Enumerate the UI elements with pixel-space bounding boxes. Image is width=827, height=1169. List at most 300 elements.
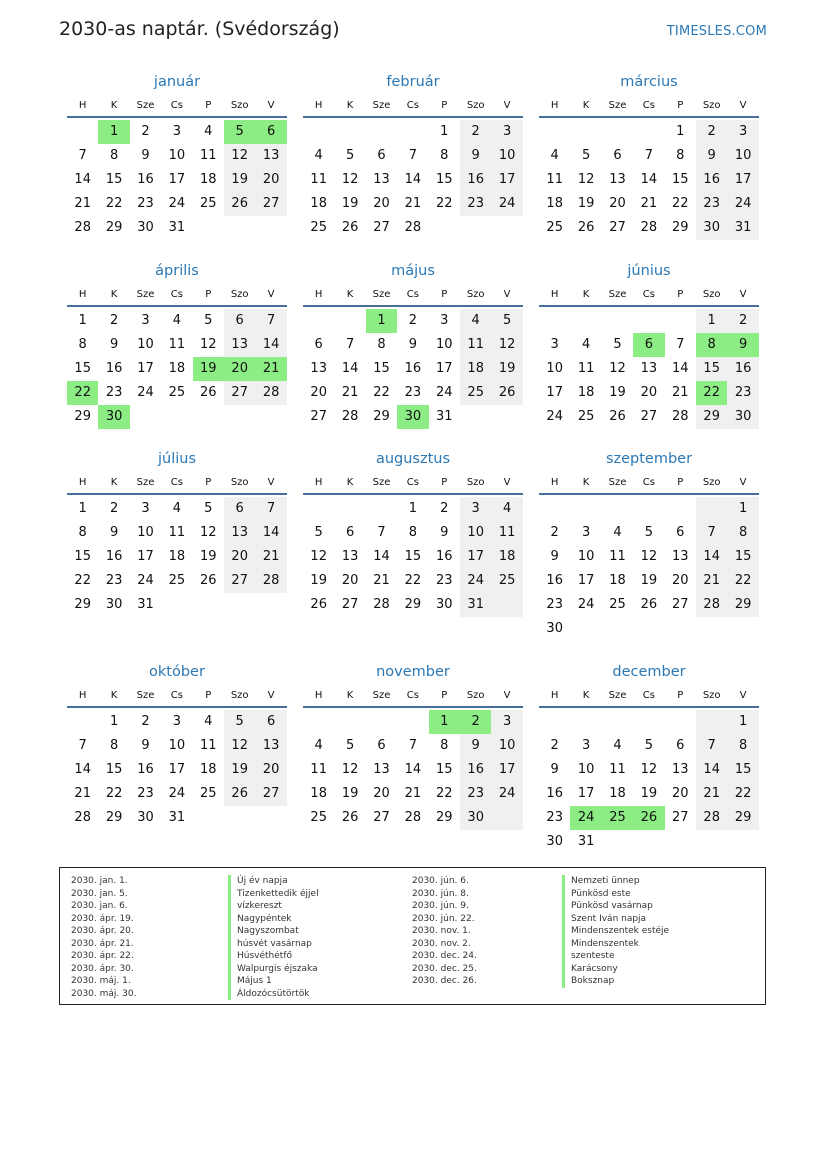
day-cell: 12 <box>341 762 359 777</box>
day-cell: 24 <box>168 196 186 211</box>
day-cell: 26 <box>341 810 359 825</box>
day-cell: 21 <box>672 385 689 400</box>
day-cell: 12 <box>609 361 626 376</box>
day-cell: 23 <box>404 385 422 400</box>
day-cell: 26 <box>200 573 217 588</box>
day-cell: 5 <box>204 501 213 516</box>
day-cell: 1 <box>707 313 716 328</box>
day-cell: 10 <box>546 361 563 376</box>
day-cell: 9 <box>109 337 119 352</box>
day-cell: 5 <box>581 148 591 163</box>
weekday-label: H <box>314 690 323 701</box>
weekday-label: Cs <box>642 690 655 701</box>
day-cell: 3 <box>172 714 182 729</box>
day-cell: 1 <box>109 714 119 729</box>
day-cell: 23 <box>734 385 752 400</box>
weekday-label: K <box>582 690 590 701</box>
day-cell: 22 <box>105 196 123 211</box>
day-cell: 4 <box>613 738 622 753</box>
weekday-label: Cs <box>170 100 183 111</box>
day-cell: 24 <box>498 786 516 801</box>
holiday-name: szenteste <box>562 950 669 963</box>
day-cell: 23 <box>546 810 563 825</box>
holiday-day-cell: 1 <box>98 120 129 144</box>
day-cell: 6 <box>235 501 244 516</box>
weekday-label: H <box>314 289 323 300</box>
day-cell: 23 <box>137 786 154 801</box>
day-cell: 4 <box>172 313 182 328</box>
day-cell: 15 <box>404 549 422 564</box>
day-cell: 5 <box>235 714 244 729</box>
day-cell: 13 <box>640 361 658 376</box>
day-cell: 20 <box>373 786 390 801</box>
holiday-day-cell: 6 <box>255 120 286 144</box>
day-cell: 17 <box>137 549 154 564</box>
day-cell: 14 <box>262 337 280 352</box>
day-cell: 22 <box>373 385 390 400</box>
day-cell: 18 <box>467 361 484 376</box>
day-cell: 30 <box>734 409 752 424</box>
day-cell: 26 <box>310 597 327 612</box>
day-cell: 21 <box>404 786 422 801</box>
day-cell: 7 <box>676 337 685 352</box>
day-cell: 28 <box>703 597 720 612</box>
day-cell: 18 <box>609 786 626 801</box>
day-cell: 9 <box>141 738 150 753</box>
holiday-day-cell: 30 <box>397 405 428 429</box>
holiday-name: Walpurgis éjszaka <box>228 963 319 976</box>
day-cell: 25 <box>168 385 186 400</box>
day-cell: 20 <box>672 786 689 801</box>
day-cell: 29 <box>703 409 720 424</box>
holiday-date: 2030. jan. 1. <box>71 876 128 886</box>
day-cell: 16 <box>467 762 484 777</box>
holiday-date: 2030. jan. 6. <box>71 901 128 911</box>
day-cell: 29 <box>734 597 752 612</box>
month-name: június <box>627 263 671 279</box>
holiday-dates-col-2 <box>412 875 477 988</box>
holiday-name: Új év napja <box>228 875 319 888</box>
day-cell: 2 <box>440 501 449 516</box>
day-cell: 18 <box>546 196 563 211</box>
day-cell: 6 <box>345 525 355 540</box>
weekday-label: Szo <box>230 690 249 701</box>
day-cell: 19 <box>640 573 658 588</box>
month-name: augusztus <box>375 451 451 467</box>
day-cell: 8 <box>109 148 119 163</box>
day-cell: 16 <box>105 549 123 564</box>
day-cell: 19 <box>640 786 658 801</box>
day-cell: 4 <box>314 148 323 163</box>
day-cell: 21 <box>703 786 720 801</box>
day-cell: 13 <box>672 549 689 564</box>
day-cell: 5 <box>345 738 355 753</box>
day-cell: 27 <box>231 385 248 400</box>
day-cell: 15 <box>373 361 390 376</box>
day-cell: 17 <box>467 549 484 564</box>
day-cell: 10 <box>436 337 453 352</box>
day-cell: 25 <box>577 409 595 424</box>
day-cell: 9 <box>408 337 418 352</box>
day-cell: 31 <box>168 220 186 235</box>
day-cell: 25 <box>467 385 484 400</box>
weekday-label: K <box>346 289 354 300</box>
day-cell: 9 <box>440 525 449 540</box>
weekday-label: H <box>78 289 87 300</box>
month-divider <box>67 493 287 495</box>
day-cell: 26 <box>341 220 359 235</box>
weekday-label: Sze <box>372 477 391 488</box>
month-name: július <box>157 451 197 467</box>
day-cell: 25 <box>168 573 186 588</box>
day-cell: 14 <box>672 361 689 376</box>
holiday-date: 2030. nov. 1. <box>412 926 471 936</box>
day-cell: 8 <box>738 525 748 540</box>
brand-link[interactable]: TIMESLES.COM <box>666 24 767 39</box>
day-cell: 29 <box>436 810 453 825</box>
weekday-label: Cs <box>406 100 419 111</box>
day-cell: 20 <box>262 172 280 187</box>
day-cell: 28 <box>262 573 280 588</box>
holiday-date: 2030. jún. 6. <box>412 876 469 886</box>
weekday-label: P <box>677 100 684 111</box>
holiday-day-cell: 30 <box>98 405 129 429</box>
weekday-label: K <box>582 289 590 300</box>
day-cell: 10 <box>577 549 595 564</box>
holiday-date: 2030. jún. 8. <box>412 888 469 899</box>
weekday-label: K <box>110 100 118 111</box>
day-cell: 11 <box>310 172 327 187</box>
day-cell: 11 <box>200 148 217 163</box>
holiday-name: Mindenszentek estéje <box>562 925 669 938</box>
weekday-label: V <box>739 477 747 488</box>
day-cell: 12 <box>200 525 217 540</box>
day-cell: 20 <box>262 762 280 777</box>
day-cell: 23 <box>467 786 484 801</box>
weekday-label: Szo <box>702 289 721 300</box>
day-cell: 17 <box>734 172 752 187</box>
day-cell: 18 <box>200 172 217 187</box>
day-cell: 2 <box>408 313 418 328</box>
day-cell: 8 <box>78 525 87 540</box>
day-cell: 17 <box>498 762 516 777</box>
holiday-date: 2030. ápr. 30. <box>71 963 134 974</box>
day-cell: 27 <box>231 573 248 588</box>
weekday-label: V <box>267 477 275 488</box>
weekday-label: Sze <box>136 690 155 701</box>
day-cell: 3 <box>502 714 512 729</box>
holiday-name: húsvét vasárnap <box>228 938 319 951</box>
holiday-day-cell: 24 <box>570 806 601 830</box>
weekday-label: V <box>739 690 747 701</box>
holiday-date: 2030. máj. 1. <box>71 976 131 986</box>
holiday-name: Húsvéthétfő <box>228 950 319 963</box>
day-cell: 26 <box>231 786 248 801</box>
day-cell: 21 <box>341 385 359 400</box>
page-title: 2030-as naptár. (Svédország) <box>59 18 340 40</box>
day-cell: 25 <box>498 573 516 588</box>
day-cell: 27 <box>640 409 658 424</box>
day-cell: 31 <box>436 409 453 424</box>
day-cell: 9 <box>707 148 716 163</box>
day-cell: 1 <box>78 313 87 328</box>
day-cell: 30 <box>105 597 123 612</box>
weekday-label: Szo <box>702 100 721 111</box>
day-cell: 11 <box>609 762 626 777</box>
day-cell: 28 <box>373 597 390 612</box>
weekday-label: Szo <box>230 289 249 300</box>
day-cell: 18 <box>168 361 186 376</box>
day-cell: 2 <box>550 738 559 753</box>
day-cell: 8 <box>676 148 685 163</box>
day-cell: 4 <box>204 714 213 729</box>
day-cell: 24 <box>467 573 484 588</box>
day-cell: 29 <box>672 220 689 235</box>
day-cell: 26 <box>231 196 248 211</box>
weekday-label: K <box>582 100 590 111</box>
weekday-label: Cs <box>170 477 183 488</box>
day-cell: 23 <box>436 573 453 588</box>
day-cell: 4 <box>314 738 323 753</box>
day-cell: 1 <box>440 124 449 139</box>
day-cell: 22 <box>734 573 752 588</box>
day-cell: 14 <box>74 762 91 777</box>
weekday-label: H <box>550 477 559 488</box>
day-cell: 4 <box>502 501 512 516</box>
day-cell: 23 <box>467 196 484 211</box>
day-cell: 7 <box>78 738 87 753</box>
weekday-label: Sze <box>136 289 155 300</box>
day-cell: 3 <box>550 337 559 352</box>
day-cell: 17 <box>168 762 186 777</box>
day-cell: 25 <box>200 786 217 801</box>
day-cell: 7 <box>266 313 276 328</box>
holiday-date: 2030. dec. 24. <box>412 951 477 961</box>
day-cell: 31 <box>137 597 154 612</box>
day-cell: 3 <box>440 313 449 328</box>
month-name: december <box>612 664 686 680</box>
month-name: november <box>376 664 450 680</box>
day-cell: 8 <box>440 148 449 163</box>
day-cell: 7 <box>408 148 418 163</box>
day-cell: 9 <box>471 738 480 753</box>
day-cell: 7 <box>345 337 355 352</box>
holiday-date: 2030. jún. 9. <box>412 901 469 911</box>
day-cell: 28 <box>640 220 658 235</box>
day-cell: 5 <box>644 525 654 540</box>
weekday-label: V <box>503 100 511 111</box>
weekday-label: H <box>314 100 323 111</box>
day-cell: 11 <box>609 549 626 564</box>
day-cell: 27 <box>672 810 689 825</box>
month-divider <box>539 706 759 708</box>
day-cell: 6 <box>377 148 386 163</box>
day-cell: 12 <box>577 172 595 187</box>
day-cell: 5 <box>613 337 622 352</box>
weekday-label: H <box>550 690 559 701</box>
day-cell: 24 <box>734 196 752 211</box>
day-cell: 22 <box>734 786 752 801</box>
day-cell: 30 <box>703 220 720 235</box>
day-cell: 24 <box>168 786 186 801</box>
day-cell: 14 <box>703 549 720 564</box>
day-cell: 28 <box>404 810 422 825</box>
day-cell: 15 <box>105 762 123 777</box>
weekday-label: H <box>550 100 559 111</box>
day-cell: 23 <box>105 573 123 588</box>
weekday-label: Sze <box>608 289 627 300</box>
day-cell: 19 <box>341 196 359 211</box>
day-cell: 15 <box>105 172 123 187</box>
weekday-label: K <box>346 477 354 488</box>
weekday-label: V <box>503 289 511 300</box>
weekday-label: V <box>739 289 747 300</box>
day-cell: 16 <box>137 172 154 187</box>
weekday-label: P <box>441 690 448 701</box>
day-cell: 29 <box>74 409 91 424</box>
month-divider <box>303 305 523 307</box>
holiday-date: 2030. jan. 5. <box>71 888 128 899</box>
day-cell: 19 <box>200 549 217 564</box>
day-cell: 8 <box>738 738 748 753</box>
day-cell: 13 <box>310 361 327 376</box>
day-cell: 29 <box>105 810 123 825</box>
weekday-label: P <box>677 289 684 300</box>
holiday-day-cell: 21 <box>255 357 286 381</box>
day-cell: 16 <box>467 172 484 187</box>
month-divider <box>303 493 523 495</box>
month-divider <box>67 305 287 307</box>
weekday-label: V <box>503 690 511 701</box>
day-cell: 29 <box>105 220 123 235</box>
day-cell: 1 <box>78 501 87 516</box>
day-cell: 12 <box>231 738 248 753</box>
weekday-label: P <box>677 690 684 701</box>
day-cell: 31 <box>734 220 752 235</box>
day-cell: 10 <box>734 148 752 163</box>
month-name: május <box>391 263 435 279</box>
day-cell: 24 <box>137 573 154 588</box>
weekday-label: Cs <box>642 100 655 111</box>
day-cell: 14 <box>74 172 91 187</box>
day-cell: 3 <box>141 313 150 328</box>
day-cell: 16 <box>703 172 720 187</box>
day-cell: 5 <box>644 738 654 753</box>
day-cell: 11 <box>498 525 516 540</box>
day-cell: 17 <box>546 385 563 400</box>
holiday-name: Május 1 <box>228 975 319 988</box>
day-cell: 16 <box>137 762 154 777</box>
day-cell: 11 <box>168 525 186 540</box>
day-cell: 17 <box>498 172 516 187</box>
day-cell: 2 <box>109 313 119 328</box>
day-cell: 16 <box>546 786 563 801</box>
day-cell: 15 <box>672 172 689 187</box>
weekday-label: V <box>267 100 275 111</box>
day-cell: 2 <box>707 124 716 139</box>
holiday-name: Áldozócsütörtök <box>228 988 319 1001</box>
day-cell: 9 <box>550 762 559 777</box>
day-cell: 3 <box>581 738 591 753</box>
day-cell: 13 <box>262 148 280 163</box>
day-cell: 12 <box>310 549 327 564</box>
day-cell: 12 <box>231 148 248 163</box>
holiday-date: 2030. ápr. 19. <box>71 913 134 924</box>
day-cell: 8 <box>408 525 418 540</box>
day-cell: 3 <box>172 124 182 139</box>
weekday-label: K <box>110 289 118 300</box>
day-cell: 4 <box>204 124 213 139</box>
day-cell: 17 <box>577 786 595 801</box>
day-cell: 4 <box>581 337 591 352</box>
day-cell: 20 <box>341 573 359 588</box>
weekday-label: Szo <box>466 289 485 300</box>
day-cell: 27 <box>262 196 280 211</box>
weekday-label: K <box>346 690 354 701</box>
day-cell: 18 <box>200 762 217 777</box>
weekday-label: Szo <box>466 100 485 111</box>
day-cell: 31 <box>168 810 186 825</box>
day-cell: 1 <box>738 714 748 729</box>
weekday-label: H <box>78 477 87 488</box>
day-cell: 13 <box>341 549 359 564</box>
day-cell: 28 <box>74 810 91 825</box>
holiday-day-cell: 2 <box>460 710 491 734</box>
day-cell: 29 <box>404 597 422 612</box>
day-cell: 29 <box>373 409 390 424</box>
day-cell: 5 <box>204 313 213 328</box>
holiday-date: 2030. ápr. 21. <box>71 938 134 949</box>
day-cell: 19 <box>609 385 626 400</box>
day-cell: 14 <box>373 549 390 564</box>
weekday-label: Cs <box>406 477 419 488</box>
day-cell: 12 <box>640 549 658 564</box>
month-name: január <box>153 74 201 90</box>
day-cell: 10 <box>498 738 516 753</box>
day-cell: 24 <box>577 597 595 612</box>
weekday-label: Szo <box>702 477 721 488</box>
day-cell: 15 <box>734 549 752 564</box>
day-cell: 6 <box>377 738 386 753</box>
holiday-day-cell: 20 <box>224 357 255 381</box>
month-name: szeptember <box>605 451 693 467</box>
day-cell: 6 <box>613 148 622 163</box>
day-cell: 11 <box>200 738 217 753</box>
day-cell: 10 <box>137 525 154 540</box>
day-cell: 21 <box>74 786 91 801</box>
day-cell: 8 <box>109 738 119 753</box>
day-cell: 14 <box>640 172 658 187</box>
day-cell: 23 <box>703 196 720 211</box>
weekday-label: P <box>205 100 212 111</box>
day-cell: 11 <box>546 172 563 187</box>
holiday-date: 2030. ápr. 20. <box>71 926 134 936</box>
day-cell: 15 <box>436 172 453 187</box>
day-cell: 28 <box>341 409 359 424</box>
day-cell: 4 <box>550 148 559 163</box>
day-cell: 14 <box>262 525 280 540</box>
month-divider <box>303 706 523 708</box>
day-cell: 10 <box>467 525 484 540</box>
day-cell: 13 <box>231 525 248 540</box>
day-cell: 24 <box>498 196 516 211</box>
day-cell: 18 <box>577 385 595 400</box>
month-divider <box>67 116 287 118</box>
day-cell: 16 <box>546 573 563 588</box>
holiday-day-cell: 9 <box>727 333 758 357</box>
day-cell: 22 <box>404 573 422 588</box>
holiday-name: Nemzeti ünnep <box>562 875 669 888</box>
